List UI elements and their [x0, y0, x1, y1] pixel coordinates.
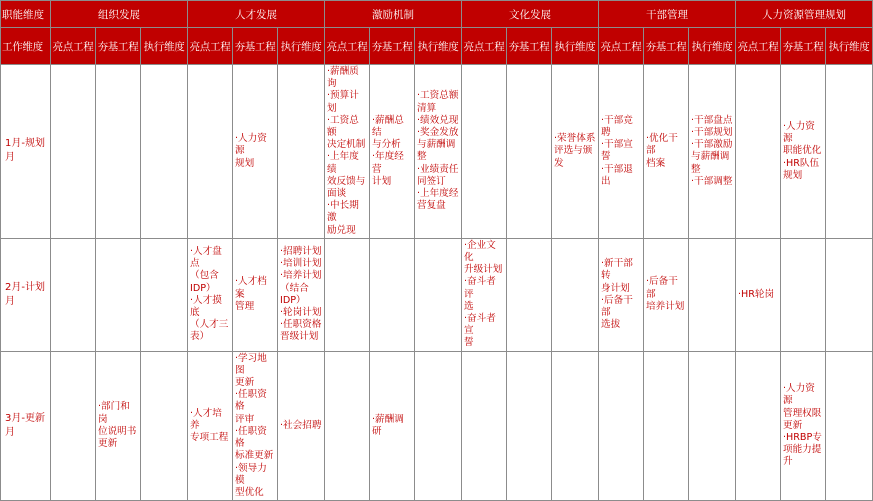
cell-text-line: ·人才培养	[190, 407, 222, 431]
header-work-dimension: 工作维度	[1, 28, 51, 65]
header-subcategory: 执行维度	[278, 28, 325, 65]
table-cell	[188, 65, 233, 239]
table-cell	[462, 238, 507, 351]
table-cell	[233, 351, 278, 500]
table-cell	[689, 65, 736, 239]
table-cell	[689, 238, 736, 351]
table-cell	[51, 65, 96, 239]
cell-text-line: ·奋斗者宣	[464, 313, 496, 337]
cell-text-line: 标准更新	[235, 450, 274, 462]
cell-text-line: ·薪酬调研	[372, 413, 404, 437]
row-label	[1, 65, 51, 239]
cell-text-line: IDP）	[280, 294, 306, 306]
table-cell	[552, 65, 599, 239]
header-category: 文化发展	[462, 1, 599, 28]
table-cell	[51, 238, 96, 351]
cell-text-line: 专项工程	[190, 431, 229, 443]
header-function-dimension: 职能维度	[1, 1, 51, 28]
cell-text-line: ·中长期激	[327, 200, 359, 224]
cell-text-line: ·年度经营	[372, 151, 404, 175]
cell-text-line: 清算	[417, 102, 437, 114]
cell-text-line: 表）	[190, 331, 210, 343]
header-subcategory: 夯基工程	[644, 28, 689, 65]
cell-text-line: ·招聘计划	[280, 245, 322, 257]
table-cell	[736, 238, 781, 351]
table-cell	[233, 238, 278, 351]
cell-text-line: 与薪酬调	[691, 151, 730, 163]
cell-text-line: 同签订	[417, 175, 446, 187]
table-cell	[415, 65, 462, 239]
table-cell	[781, 351, 826, 500]
cell-text-line: （结合	[280, 282, 309, 294]
table-cell	[552, 238, 599, 351]
table-cell	[507, 351, 552, 500]
cell-text-line: ·干部宣誓	[601, 139, 633, 163]
table-cell	[826, 238, 873, 351]
cell-text-line: 面谈	[327, 188, 347, 200]
table-cell	[826, 65, 873, 239]
cell-text-line: 评选与颁	[554, 145, 593, 157]
row-label-line: 2月-计划	[5, 281, 45, 293]
cell-text-line: 项能力提	[783, 444, 822, 456]
cell-text-line: ·新干部转	[601, 258, 633, 282]
row-label	[1, 238, 51, 351]
table-cell	[278, 65, 325, 239]
row-label-line: 3月-更新	[5, 412, 45, 424]
cell-text-line: ·薪酬总结	[372, 114, 404, 139]
cell-text-line: ·绩效兑现	[417, 114, 459, 126]
cell-text-line: ·人才摸底	[190, 294, 222, 318]
table-cell	[188, 238, 233, 351]
table-cell	[96, 238, 141, 351]
cell-text-line: 更新	[98, 438, 118, 450]
header-subcategory: 夯基工程	[781, 28, 826, 65]
cell-text-line: ·工资总额	[327, 114, 359, 139]
table-cell	[462, 351, 507, 500]
row-label-line: 1月-规划	[5, 138, 45, 150]
cell-text-line: ·人力资源	[235, 133, 267, 157]
cell-text-line: 计划	[372, 175, 392, 187]
cell-text-line: 位说明书	[98, 425, 137, 437]
cell-text-line: 效反馈与	[327, 175, 366, 187]
table-cell	[462, 65, 507, 239]
table-cell	[781, 65, 826, 239]
table-cell	[507, 65, 552, 239]
table-cell	[644, 351, 689, 500]
header-subcategory: 夯基工程	[233, 28, 278, 65]
cell-text-line: 与分析	[372, 139, 401, 151]
cell-text-line: ·轮岗计划	[280, 306, 322, 318]
cell-text-line: 晋级计划	[280, 331, 319, 343]
table-cell	[188, 351, 233, 500]
table-cell	[370, 65, 415, 239]
table-cell	[325, 351, 370, 500]
cell-text-line: 职能优化	[783, 145, 822, 157]
cell-text-line: ·领导力模	[235, 462, 267, 486]
header-subcategory: 亮点工程	[599, 28, 644, 65]
cell-text-line: ·干部退出	[601, 163, 633, 187]
table-cell	[781, 238, 826, 351]
row-label	[1, 351, 51, 500]
cell-text-line: ·业绩责任	[417, 163, 459, 175]
table-row	[1, 65, 873, 239]
cell-text-line: ·培养计划	[280, 270, 322, 282]
row-label-line: 月	[5, 426, 15, 438]
cell-text-line: ·人才盘点	[190, 245, 222, 270]
table-cell	[644, 238, 689, 351]
table-cell	[644, 65, 689, 239]
cell-text-line: ·干部调整	[691, 175, 733, 187]
table-cell	[599, 65, 644, 239]
cell-text-line: 升级计划	[464, 264, 503, 276]
cell-text-line: ·荣誉体系	[554, 133, 596, 145]
table-cell	[415, 351, 462, 500]
table-cell	[736, 65, 781, 239]
header-subcategory: 亮点工程	[462, 28, 507, 65]
cell-text-line: 档案	[646, 157, 666, 169]
table-cell	[141, 65, 188, 239]
cell-text-line: 规划	[235, 157, 255, 169]
cell-text-line: ·上年度经	[417, 188, 459, 200]
cell-text-line: 管理权限	[783, 407, 822, 419]
cell-text-line: ·HR队伍	[783, 157, 820, 169]
header-category: 人力资源管理规划	[736, 1, 873, 28]
header-subcategory: 亮点工程	[51, 28, 96, 65]
header-subcategory: 执行维度	[141, 28, 188, 65]
cell-text-line: ·后备干部	[646, 276, 678, 300]
header-subcategory: 执行维度	[826, 28, 873, 65]
cell-text-line: ·预算计划	[327, 90, 359, 114]
table-row	[1, 238, 873, 351]
cell-text-line: 决定机制	[327, 139, 366, 151]
cell-text-line: ·奋斗者评	[464, 276, 496, 300]
cell-text-line: 身计划	[601, 282, 630, 294]
header-subcategory: 执行维度	[415, 28, 462, 65]
table-cell	[415, 238, 462, 351]
table-cell	[507, 238, 552, 351]
header-subcategory: 亮点工程	[325, 28, 370, 65]
cell-text-line: ·人才档案	[235, 276, 267, 300]
cell-text-line: ·后备干部	[601, 294, 633, 318]
header-category: 人才发展	[188, 1, 325, 28]
row-label-line: 月	[5, 152, 15, 164]
table-cell	[278, 238, 325, 351]
table-cell	[233, 65, 278, 239]
header-category: 干部管理	[599, 1, 736, 28]
cell-text-line: 选	[464, 300, 474, 312]
cell-text-line: 更新	[783, 419, 803, 431]
table-cell	[96, 351, 141, 500]
cell-text-line: 型优化	[235, 486, 264, 498]
cell-text-line: ·干部激励	[691, 139, 733, 151]
row-label-line: 月	[5, 295, 15, 307]
table-cell	[141, 351, 188, 500]
header-subcategory: 执行维度	[552, 28, 599, 65]
table-cell	[51, 351, 96, 500]
cell-text-line: ·培训计划	[280, 258, 322, 270]
cell-text-line: 励兑现	[327, 224, 356, 236]
cell-text-line: 升	[783, 456, 793, 468]
cell-text-line: ·HRBP专	[783, 431, 822, 443]
cell-text-line: ·干部竞聘	[601, 114, 633, 139]
cell-text-line: 评审	[235, 413, 255, 425]
header-category: 组织发展	[51, 1, 188, 28]
cell-text-line: ·人力资源	[783, 383, 815, 407]
header-category: 激励机制	[325, 1, 462, 28]
table-cell	[325, 65, 370, 239]
table-cell	[141, 238, 188, 351]
table-cell	[552, 351, 599, 500]
cell-text-line: 培养计划	[646, 300, 685, 312]
cell-text-line: 规划	[783, 169, 803, 181]
table-cell	[826, 351, 873, 500]
table-cell	[96, 65, 141, 239]
cell-text-line: ·薪酬质询	[327, 66, 359, 90]
cell-text-line: （包含	[190, 270, 219, 282]
cell-text-line: 更新	[235, 377, 255, 389]
cell-text-line: 营复盘	[417, 200, 446, 212]
cell-text-line: ·干部盘点	[691, 114, 733, 126]
cell-text-line: 管理	[235, 300, 255, 312]
table-cell	[599, 238, 644, 351]
cell-text-line: 誓	[464, 337, 474, 349]
header-subcategory: 夯基工程	[96, 28, 141, 65]
table-cell	[736, 351, 781, 500]
cell-text-line: 选拔	[601, 319, 621, 331]
cell-text-line: ·任职资格	[235, 389, 267, 413]
table-row	[1, 351, 873, 500]
table-cell	[278, 351, 325, 500]
cell-text-line: ·部门和岗	[98, 401, 130, 425]
cell-text-line: ·社会招聘	[280, 419, 322, 431]
cell-text-line: ·HR轮岗	[738, 288, 775, 300]
cell-text-line: ·任职资格	[280, 319, 322, 331]
cell-text-line: 整	[691, 163, 701, 175]
header-subcategory: 夯基工程	[507, 28, 552, 65]
cell-text-line: 整	[417, 151, 427, 163]
cell-text-line: ·学习地图	[235, 352, 267, 376]
cell-text-line: ·任职资格	[235, 425, 267, 450]
cell-text-line: IDP）	[190, 282, 216, 294]
table-cell	[370, 351, 415, 500]
header-subcategory: 执行维度	[689, 28, 736, 65]
header-subcategory: 亮点工程	[736, 28, 781, 65]
cell-text-line: 发	[554, 157, 564, 169]
cell-text-line: ·奖金发放	[417, 127, 459, 139]
cell-text-line: ·工资总额	[417, 90, 459, 102]
table-cell	[370, 238, 415, 351]
cell-text-line: ·企业文化	[464, 239, 496, 264]
cell-text-line: ·上年度绩	[327, 151, 359, 175]
cell-text-line: ·优化干部	[646, 133, 678, 157]
cell-text-line: （人才三	[190, 319, 229, 331]
table-cell	[599, 351, 644, 500]
header-subcategory: 夯基工程	[370, 28, 415, 65]
table-cell	[689, 351, 736, 500]
cell-text-line: ·人力资源	[783, 120, 815, 145]
header-subcategory: 亮点工程	[188, 28, 233, 65]
table-cell	[325, 238, 370, 351]
cell-text-line: 与薪酬调	[417, 139, 456, 151]
cell-text-line: ·干部规划	[691, 127, 733, 139]
